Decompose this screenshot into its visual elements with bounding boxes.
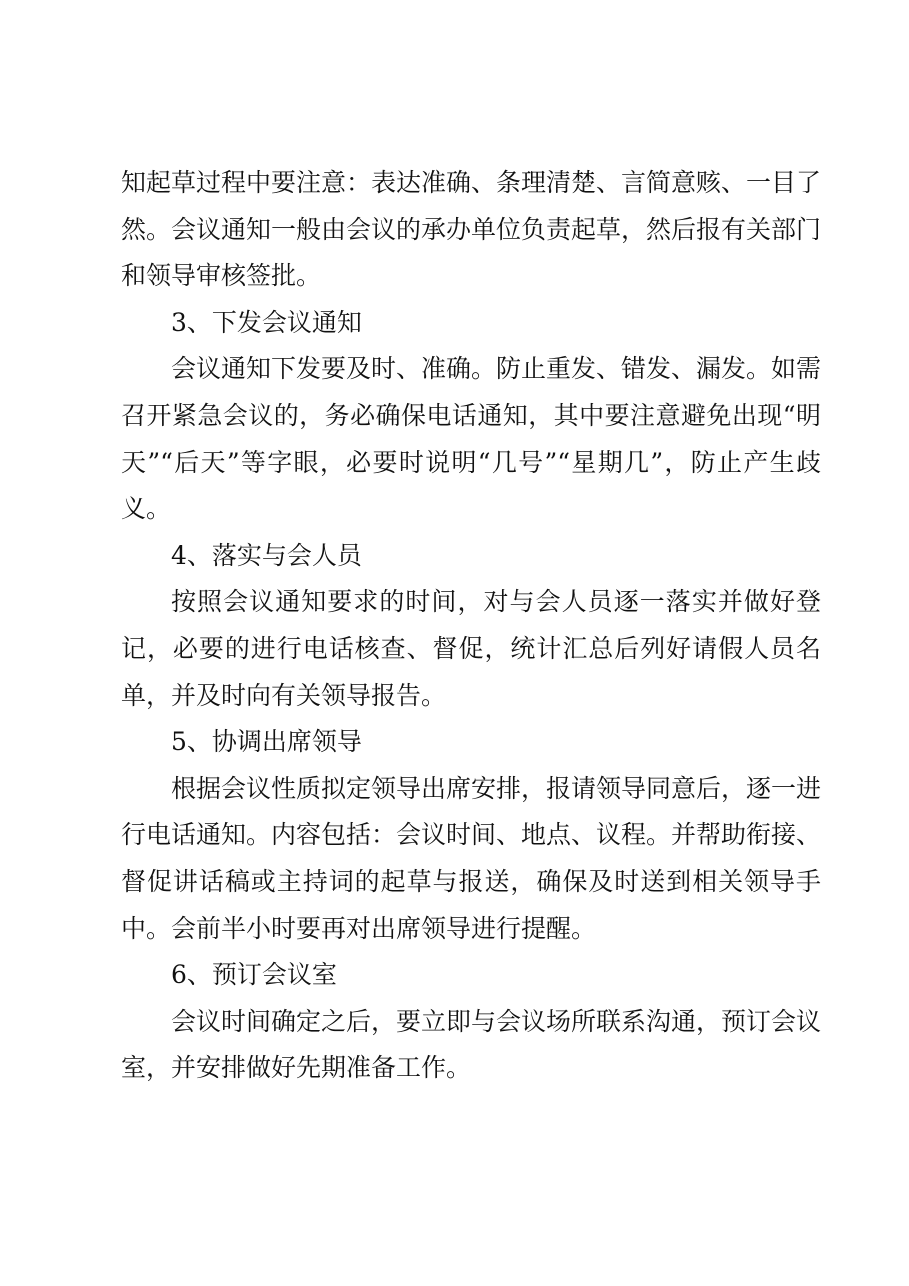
paragraph-notice-distribution: 会议通知下发要及时、准确。防止重发、错发、漏发。如需召开紧急会议的，务必确保电话通知，其中要注意避免出现“明天”“后天”等字眼，必要时说明“几号”“星期几”，防止产生歧义。 (121, 354, 822, 524)
section-heading-6: 6、预订会议室 (171, 960, 337, 990)
paragraph-continuation: 知起草过程中要注意：表达准确、条理清楚、言简意赅、一目了然。会议通知一般由会议的承办单位负责起草，然后报有关部门和领导审核签批。 (121, 168, 822, 291)
paragraph-attendee-confirmation: 按照会议通知要求的时间，对与会人员逐一落实并做好登记，必要的进行电话核查、督促，统计汇总后列好请假人员名单，并及时向有关领导报告。 (121, 587, 821, 710)
paragraph-leader-coordination: 根据会议性质拟定领导出席安排，报请领导同意后，逐一进行电话通知。内容包括：会议时间、地点、议程。并帮助衔接、督促讲话稿或主持词的起草与报送，确保及时送到相关领导手中。会前半小时要再对出席领导进行提醒。 (121, 773, 822, 943)
section-heading-3: 3、下发会议通知 (171, 307, 362, 337)
section-heading-4: 4、落实与会人员 (171, 540, 362, 570)
section-heading-5: 5、协调出席领导 (171, 727, 362, 757)
paragraph-room-booking: 会议时间确定之后，要立即与会议场所联系沟通，预订会议室，并安排做好先期准备工作。 (121, 1006, 822, 1083)
document-body (121, 160, 821, 1092)
